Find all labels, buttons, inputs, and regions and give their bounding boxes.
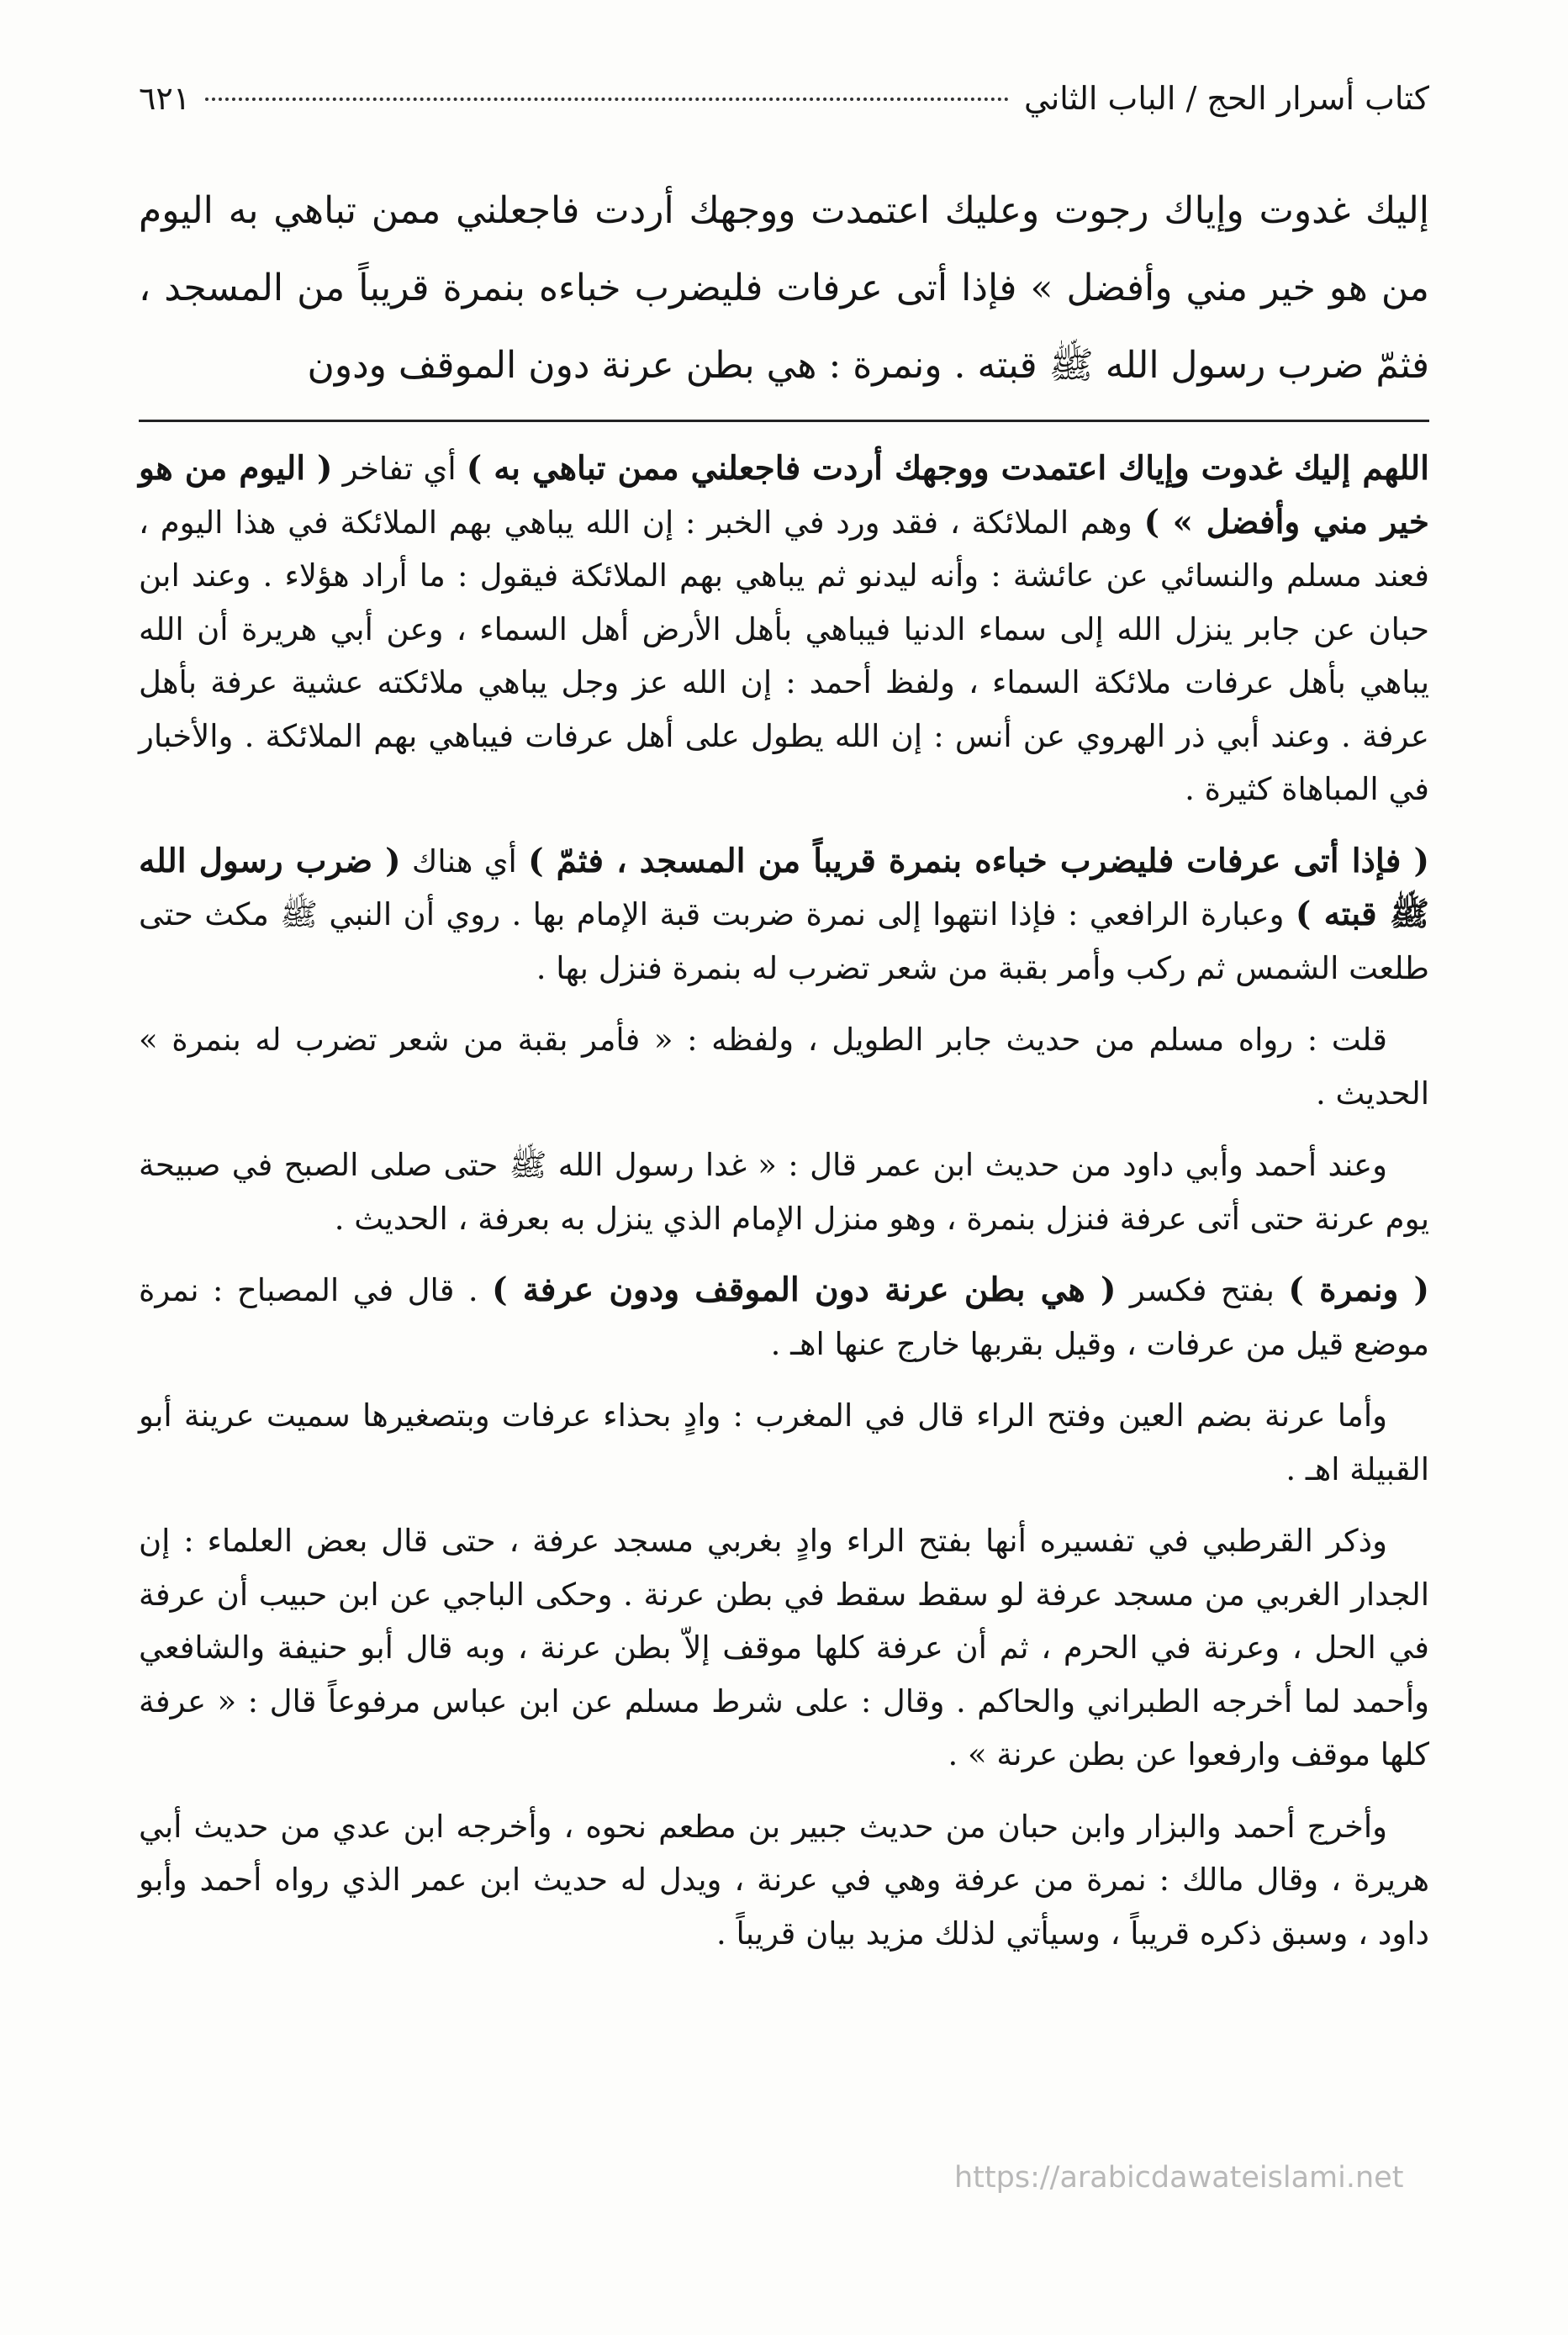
commentary-paragraph-5 xyxy=(139,1264,1429,1371)
main-text-paragraph: إليك غدوت وإياك رجوت وعليك اعتمدت ووجهك أردت فاجعلني ممن تباهي به اليوم من هو خير مني وأفضل » فإذا أتى عرفات فليضرب خباءه بنمرة قريباً من المسجد ، فثمّ ضرب رسول الله ﷺ قبته . ونمرة : هي بطن عرنة دون الموقف ودون xyxy=(139,189,1429,387)
main-text xyxy=(139,172,1429,404)
quoted-text: ( هي بطن عرنة دون الموقف ودون عرفة ) xyxy=(492,1271,1117,1309)
commentary-paragraph-1 xyxy=(139,442,1429,816)
commentary-text: وهم الملائكة ، فقد ورد في الخبر : إن الله يباهي بهم الملائكة في هذا اليوم ، فعند مسلم والنسائي عن عائشة : وأنه ليدنو ثم يباهي بهم الملائكة فيقول : ما أراد هؤلاء . وعند ابن حبان عن جابر ينزل الله إلى سماء الدنيا فيباهي بأهل الأرض أهل السماء ، وعن أبي هريرة أن الله يباهي بأهل عرفات ملائكة السماء ، ولفظ أحمد : إن الله عز وجل يباهي ملائكته عشية عرفة بأهل عرفة . وعند أبي ذر الهروي عن أنس : إن الله يطول على أهل عرفات فيباهي بهم الملائكة . والأخبار في المباهاة كثيرة . xyxy=(139,504,1429,807)
commentary-paragraph-6: وأما عرنة بضم العين وفتح الراء قال في المغرب : وادٍ بحذاء عرفات وبتصغيرها سميت عرينة أبو القبيلة اهـ . xyxy=(139,1397,1429,1487)
quoted-text: اللهم إليك غدوت وإياك اعتمدت ووجهك أردت فاجعلني ممن تباهي به ) xyxy=(466,449,1429,488)
commentary-paragraph-3: قلت : رواه مسلم من حديث جابر الطويل ، ولفظه : « فأمر بقبة من شعر تضرب له بنمرة » الحديث . xyxy=(139,1022,1429,1112)
quoted-text: ( اليوم من هو خير مني وأفضل » ) xyxy=(139,449,1429,541)
leader-dots xyxy=(205,98,1009,101)
header-title: كتاب أسرار الحج / الباب الثاني xyxy=(1024,80,1429,117)
watermark-url: https://arabicdawateislami.net xyxy=(954,2161,1404,2195)
quoted-text: ( ونمرة ) xyxy=(1288,1271,1429,1309)
quoted-text: ( فإذا أتى عرفات فليضرب خباءه بنمرة قريباً من المسجد ، فثمّ ) xyxy=(528,841,1429,880)
commentary-paragraph-4: وعند أحمد وأبي داود من حديث ابن عمر قال : « غدا رسول الله ﷺ حتى صلى الصبح في صبيحة يوم عرنة حتى أتى عرفة فنزل بنمرة ، وهو منزل الإمام الذي ينزل به بعرفة ، الحديث . xyxy=(139,1147,1429,1237)
commentary xyxy=(139,442,1429,1960)
commentary-text: أي تفاخر xyxy=(332,451,467,487)
commentary-paragraph-2 xyxy=(139,835,1429,996)
commentary-text: بفتح فكسر xyxy=(1116,1272,1289,1308)
commentary-paragraph-7: وذكر القرطبي في تفسيره أنها بفتح الراء وادٍ بغربي مسجد عرفة ، حتى قال بعض العلماء : إن الجدار الغربي من مسجد عرفة لو سقط سقط في بطن عرنة . وحكى الباجي عن ابن حبيب أن عرفة في الحل ، وعرنة في الحرم ، ثم أن عرفة كلها موقف إلاّ بطن عرنة ، وبه قال أبو حنيفة والشافعي وأحمد لما أخرجه الطبراني والحاكم . وقال : على شرط مسلم عن ابن عباس مرفوعاً قال : « عرفة كلها موقف وارفعوا عن بطن عرنة » . xyxy=(139,1523,1429,1772)
running-header xyxy=(139,80,1429,139)
page-number: ٦٢١ xyxy=(139,80,191,117)
commentary-text: . قال في المصباح : نمرة موضع قيل من عرفات ، وقيل بقربها خارج عنها اهـ . xyxy=(139,1272,1429,1362)
separator-rule xyxy=(139,420,1429,422)
commentary-text: وعبارة الرافعي : فإذا انتهوا إلى نمرة ضربت قبة الإمام بها . روي أن النبي ﷺ مكث حتى طلعت الشمس ثم ركب وأمر بقبة من شعر تضرب له بنمرة فنزل بها . xyxy=(139,896,1429,986)
book-page xyxy=(139,80,1429,2266)
quoted-text: ( ضرب رسول الله ﷺ قبته ) xyxy=(139,841,1430,933)
commentary-paragraph-8: وأخرج أحمد والبزار وابن حبان من حديث جبير بن مطعم نحوه ، وأخرجه ابن عدي من حديث أبي هريرة ، وقال مالك : نمرة من عرفة وهي في عرنة ، ويدل له حديث ابن عمر الذي رواه أحمد وأبو داود ، وسبق ذكره قريباً ، وسيأتي لذلك مزيد بيان قريباً . xyxy=(139,1808,1429,1952)
commentary-text: أي هناك xyxy=(400,843,529,880)
